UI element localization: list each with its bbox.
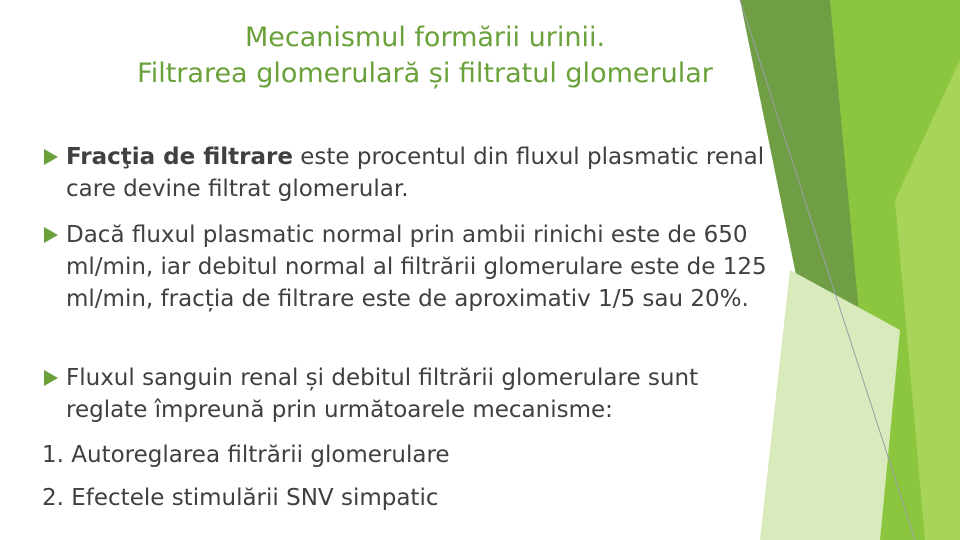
numbered-item-1: 1. Autoreglarea filtrării glomerulare bbox=[42, 442, 450, 468]
bullet-item bbox=[44, 141, 774, 205]
slide-title bbox=[60, 20, 790, 92]
bullet-text: Fluxul sanguin renal și debitul filtrării glomerulare sunt reglate împreună prin următoarele mecanisme: bbox=[66, 365, 699, 423]
bullet-bold-term: Fracţia de filtrare bbox=[66, 144, 293, 170]
bullet-item bbox=[44, 219, 774, 315]
bullet-arrow-icon bbox=[44, 227, 58, 243]
bullet-text: Dacă fluxul plasmatic normal prin ambii rinichi este de 650 ml/min, iar debitul normal al filtrării glomerulare este de 125 ml/min, fracția de filtrare este de aproximativ 1/5 sau 20%. bbox=[66, 222, 767, 312]
numbered-item-2: 2. Efectele stimulării SNV simpatic bbox=[42, 485, 439, 511]
bullet-arrow-icon bbox=[44, 370, 58, 386]
title-line-1: Mecanismul formării urinii. bbox=[244, 22, 606, 53]
bullet-rest-text: este procentul din fluxul plasmatic renal care devine filtrat glomerular. bbox=[66, 144, 765, 202]
bullet-arrow-icon bbox=[44, 149, 58, 165]
title-line-2: Filtrarea glomerulară și filtratul glomerular bbox=[137, 58, 713, 89]
bullet-item bbox=[44, 362, 774, 426]
bullet-text bbox=[66, 141, 774, 205]
